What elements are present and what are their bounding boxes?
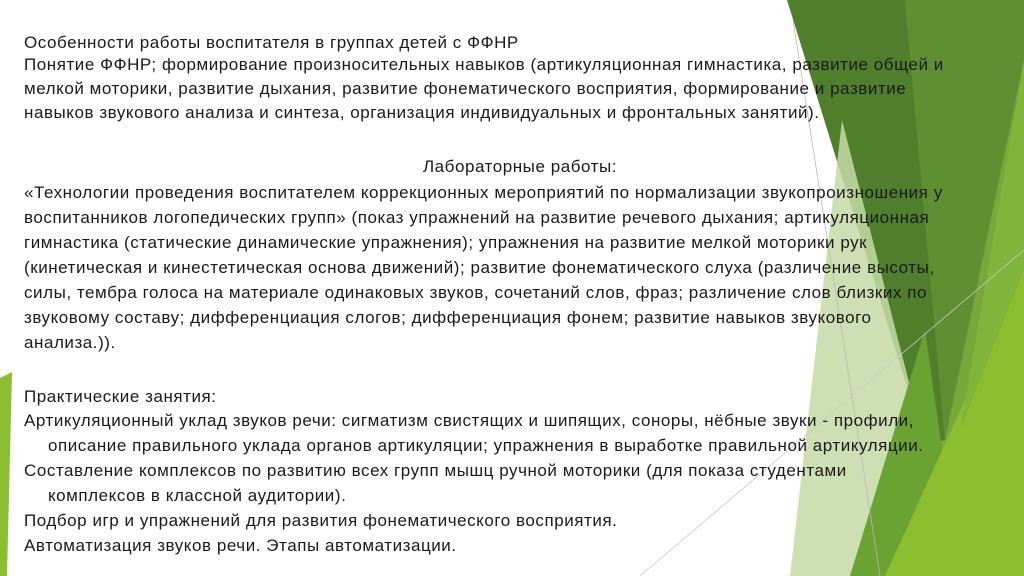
practice-heading: Практические занятия: [24,387,217,406]
lab-heading: Лабораторные работы: [422,157,618,176]
lab-line: воспитанников логопедических групп» (показ упражнений на развитие речевого дыхания; артикуляционная [24,208,930,227]
lab-line: звуковому составу; дифференциация слогов; дифференциация фонем; развитие навыков звукового [24,308,872,327]
practice-line: Подбор игр и упражнений для развития фонематического восприятия. [24,511,618,530]
lab-line: «Технологии проведения воспитателем коррекционных мероприятий по нормализации звукопроизношения у [24,183,943,202]
practice-line: описание правильного уклада органов артикуляции; упражнения в выработке правильной артикуляции. [48,436,924,455]
practice-line: комплексов в классной аудитории). [48,486,347,505]
intro-line: мелкой моторики, развитие дыхания, развитие фонематического восприятия, формирование и развитие [24,79,907,98]
lab-line: (кинетическая и кинестетическая основа движений); развитие фонематического слуха (различение высоты, [24,258,935,277]
lab-line: гимнастика (статические динамические упражнения); упражнения на развитие мелкой моторики рук [24,233,868,252]
intro-line: Понятие ФФНР; формирование произносительных навыков (артикуляционная гимнастика, развитие общей и [24,55,944,74]
practice-line: Автоматизация звуков речи. Этапы автоматизации. [24,536,457,555]
practice-line: Составление комплексов по развитию всех групп мышц ручной моторики (для показа студентами [24,461,847,480]
slide-title: Особенности работы воспитателя в группах детей с ФФНР [24,33,519,52]
lab-line: силы, тембра голоса на материале одинаковых звуков, сочетаний слов, фраз; различение слов близких по [24,283,928,302]
intro-line: навыков звукового анализа и синтеза, организация индивидуальных и фронтальных занятий). [24,103,820,122]
lab-line: анализа.)). [24,333,116,352]
practice-line: Артикуляционный уклад звуков речи: сигматизм свистящих и шипящих, соноры, нёбные звуки - профили, [24,411,914,430]
